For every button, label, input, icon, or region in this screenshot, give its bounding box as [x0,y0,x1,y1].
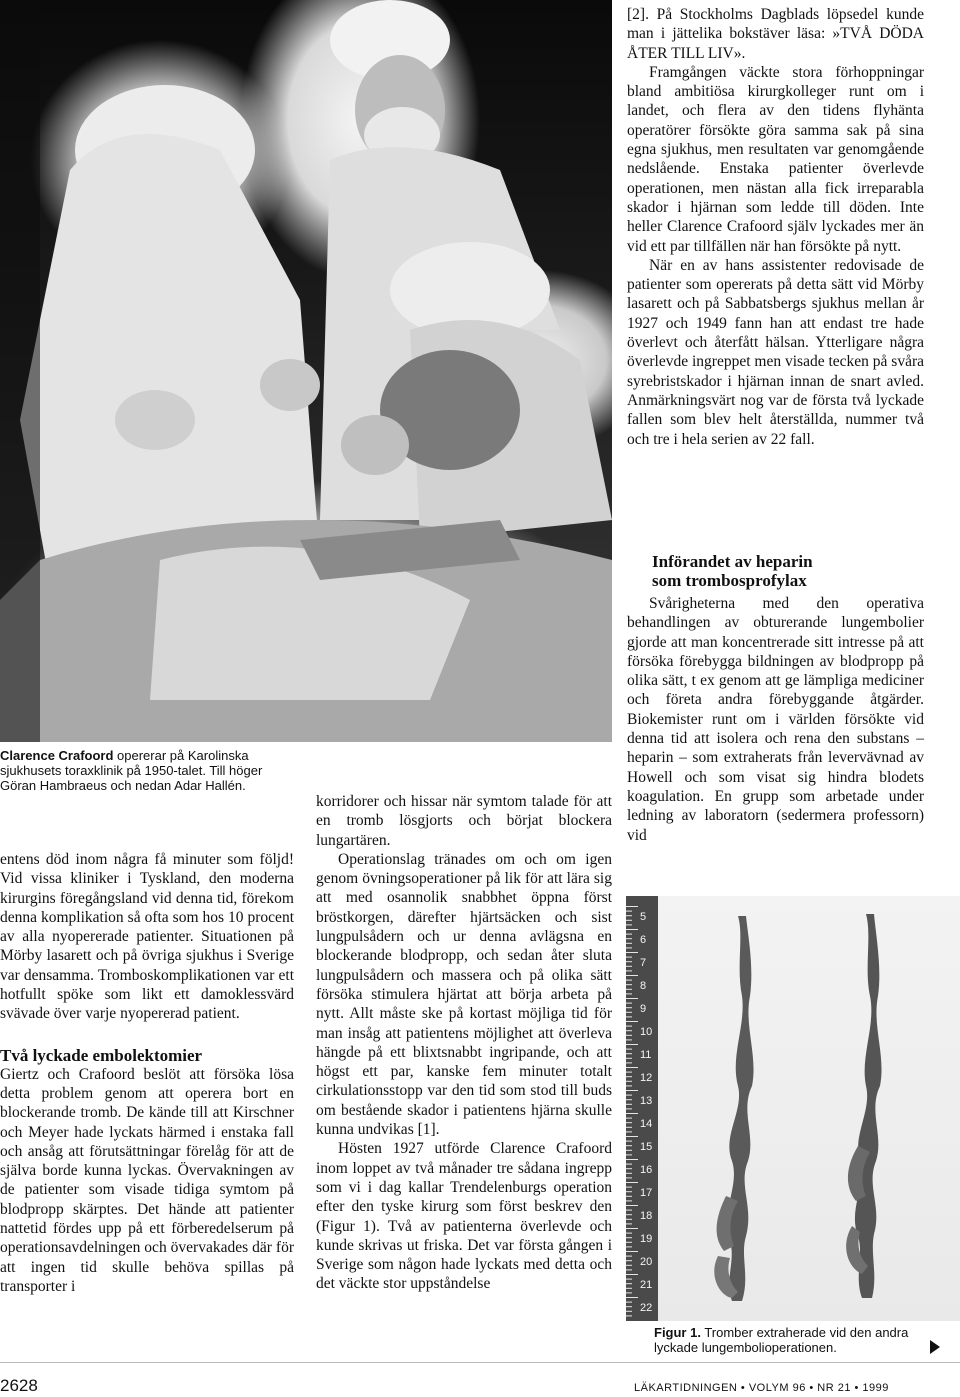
photo-caption-name: Clarence Crafoord [0,748,114,763]
ruler-tick [626,1049,632,1050]
ruler-tick [626,1030,632,1031]
ruler-tick [626,1292,632,1293]
ruler-label: 13 [640,1095,653,1107]
column-1 [0,850,294,1296]
ruler-tick [626,934,632,935]
ruler-label: 16 [640,1164,653,1176]
figure-1-label: Figur 1. [654,1325,701,1340]
ruler-tick [626,970,632,971]
ruler-tick [626,1062,632,1063]
journal-footer: LÄKARTIDNINGEN • VOLYM 96 • NR 21 • 1999 [634,1382,889,1394]
ruler-tick [626,1141,632,1142]
ruler-label: 14 [640,1118,653,1130]
ruler-tick [626,1214,632,1215]
ruler-label: 11 [640,1049,652,1061]
ruler-label: 8 [640,980,647,992]
ruler-tick [626,1108,632,1109]
ruler-tick [626,984,632,985]
ruler-tick [626,938,632,939]
ruler-tick [626,1279,632,1280]
ruler-tick [626,1058,632,1059]
photo-caption [0,748,290,793]
ruler-tick [626,1104,632,1105]
ruler-tick [626,1067,638,1068]
ruler-tick [626,1283,632,1284]
ruler-tick [626,1118,632,1119]
ruler-tick [626,1007,632,1008]
ruler-label: 9 [640,1003,647,1015]
footer-rule [0,1362,960,1363]
surgery-photo-illustration [0,0,612,742]
ruler-tick [626,1081,632,1082]
col2-paragraph-1: korridorer och hissar när symtom talade för att en tromb lösgjorts och börjat blockera lungartären. [316,793,612,849]
photo-caption-text: opererar på Karolinska sjukhusets toraxklinik på 1950-talet. Till höger Göran Hambraeus och nedan Adar Hallén. [0,748,263,793]
ruler-tick [626,1210,632,1211]
ruler-tick [626,1311,632,1312]
ruler-tick [626,1200,632,1201]
heparin-heading-line-2: som trombosprofylax [652,571,807,590]
ruler-tick [626,1164,632,1165]
ruler-tick [626,1072,632,1073]
continue-arrow-icon [930,1340,940,1354]
col2-paragraph-3: Hösten 1927 utförde Clarence Crafoord inom loppet av två månader tre sådana ingrepp som vi i dag kallar Trendelenburgs operation efter den tyske kirurg som först beskrev den (Figur 1). Två av patienterna överlevde och kunde skrivas ut friska. Det var första gången i Sverige som någon hade lyckats med detta och det väckte stor uppståndelse [316,1140,612,1293]
ruler-label: 5 [640,911,647,923]
ruler-tick [626,1223,632,1224]
surgery-photograph [0,0,612,742]
ruler-tick [626,1026,632,1027]
ruler-tick [626,1228,638,1229]
ruler-tick [626,980,632,981]
figure-1-photograph [626,896,960,1321]
ruler-tick [626,1246,632,1247]
ruler-tick [626,993,632,994]
ruler-tick [626,1021,638,1022]
ruler-tick [626,906,638,907]
ruler-tick [626,1085,632,1086]
col3-paragraph-2: Framgången väckte stora förhoppningar bland ambitiösa kirurgkolleger runt om i landet, och flera av den tidens flyhänta operatörer försökte göra samma sak på sina egna sjukhus, men resultaten var genomgående nedslående. Enstaka patienter överlevde operationen, men nästan alla fick irreparabla skador i hjärnan som ledde till döden. Inte heller Clarence Crafoord själv lyckades mer än vid ett par tillfällen när han försökte på nytt. [627,63,924,255]
ruler-tick [626,1256,632,1257]
column-2 [316,792,612,1294]
ruler-tick [626,1205,638,1206]
ruler-tick [626,952,638,953]
ruler-label: 19 [640,1233,653,1245]
ruler-tick [626,1127,632,1128]
section-heading-embolektomier: Två lyckade embolektomier [0,1045,203,1065]
ruler-tick [626,1265,632,1266]
ruler-tick [626,1044,638,1045]
ruler-tick [626,1090,638,1091]
ruler-tick [626,1113,638,1114]
ruler-tick [626,998,638,999]
ruler-label: 21 [640,1279,653,1291]
col3-paragraph-4: Svårigheterna med den operativa behandlingen av obturerande lungembolier gjorde att man koncentrerade sitt intresse på att försöka förebygga bildningen av blodpropp på olika sätt, t ex genom att ge lämpliga mediciner och företa andra förebyggande åtgärder. Biokemister runt om i världen försökte vid denna tid att isolera och rena den substans – heparin – som extraherats från levervävnad av Howell och som visat sig hindra blodets koagulation. En grupp som arbetade under ledning av laboratorn (sedermera professorn) vid [627,595,924,844]
ruler-tick [626,1177,632,1178]
ruler-tick [626,1315,632,1316]
ruler-tick [626,1131,632,1132]
ruler-tick [626,1302,632,1303]
ruler-tick [626,1251,638,1252]
ruler-tick [626,1122,632,1123]
ruler-tick [626,911,632,912]
ruler-tick [626,975,638,976]
col2-paragraph-2: Operationslag tränades om och om igen genom övningsoperationer på lik för att lära sig att med osannolik snabbhet öppna först bröstkorgen, därefter hjärtsäcken och sist lungpulsådern och ur denna avlägsna en blockerande blodpropp, och sedan åter sluta lungpulsådern och massera och på olika sätt försöka stimulera hjärtat att börja arbeta på nytt. Allt måste ske på kortast möjliga tid för man insåg att patientens möjlighet att överleva hängde på ett blixtsnabbt ingripande, och att högst ett par, kanske fem minuter totalt cirkulationsstopp var den tid som stod till buds om bestående skador i patientens hjärna skulle kunna undvikas [1]. [316,850,612,1139]
ruler-label: 17 [640,1187,653,1199]
ruler-tick [626,961,632,962]
ruler-tick [626,1242,632,1243]
ruler-tick [626,920,632,921]
figure-1-text: Tromber extraherade vid den andra lyckade lungembolioperationen. [654,1325,909,1355]
ruler-label: 6 [640,934,647,946]
ruler-label: 18 [640,1210,653,1222]
ruler-tick [626,1099,632,1100]
col3-paragraph-1: [2]. På Stockholms Dagblads löpsedel kunde man i jättelika bokstäver läsa: »TVÅ DÖDA ÅTER TILL LIV». [627,6,924,62]
figure-1-caption [654,1325,924,1355]
ruler-tick [626,1168,632,1169]
ruler-tick [626,1219,632,1220]
col1-paragraph-1: entens död inom några få minuter som följd! Vid vissa kliniker i Tyskland, den moderna kirurgins föregångsland vid denna tid, förekom denna komplikation så ofta som hos 10 procent av alla nyopererade patienter. Situationen på Mörby lasarett och på övriga sjukhus i Sverige var densamma. Tromboskomplikationen var ett hotfullt spöke som likt ett damoklessvärd svävade över varje nyopererad patient. [0,851,294,1023]
ruler-label: 12 [640,1072,653,1084]
ruler-tick [626,1173,632,1174]
ruler-tick [626,915,632,916]
ruler-label: 22 [640,1302,653,1314]
ruler-tick [626,1297,638,1298]
ruler-tick [626,1288,632,1289]
ruler-tick [626,989,632,990]
ruler-tick [626,1260,632,1261]
ruler-tick [626,1039,632,1040]
ruler-tick [626,947,632,948]
ruler-tick [626,1053,632,1054]
ruler-tick [626,1187,632,1188]
ruler-tick [626,1150,632,1151]
section-heading-heparin [652,552,922,590]
ruler-label: 7 [640,957,647,969]
ruler-tick [626,1154,632,1155]
ruler-label: 15 [640,1141,653,1153]
ruler-tick [626,966,632,967]
ruler-tick [626,1076,632,1077]
thrombus-illustration [626,896,960,1321]
ruler-tick [626,1145,632,1146]
ruler-tick [626,1196,632,1197]
ruler-tick [626,1274,638,1275]
page-number: 2628 [0,1376,38,1395]
heparin-heading-line-1: Införandet av heparin [652,552,813,571]
col1-paragraph-2: Giertz och Crafoord beslöt att försöka lösa detta problem genom att operera bort en blockerande tromb. De kände till att Kirschner och Meyer hade lyckats härmed i enstaka fall och ansåg att förutsättningar förelåg för att de själva borde kunna lyckas. Övervakningen av de patienter som visade tidiga symtom på blodpropp skärptes. Det hände att patienter nattetid fördes upp på ett förberedelserum på operationsavdelningen och övervakades där för att ingen tid skulle behöva spillas på transporter i [0,1065,294,1295]
ruler-tick [626,1003,632,1004]
ruler-label: 20 [640,1256,653,1268]
ruler-tick [626,943,632,944]
ruler-tick [626,1016,632,1017]
ruler-tick [626,929,638,930]
ruler-tick [626,1035,632,1036]
column-3 [627,5,924,449]
ruler-tick [626,924,632,925]
ruler-tick [626,1233,632,1234]
ruler-tick [626,957,632,958]
ruler-tick [626,1136,638,1137]
ruler-tick [626,1182,638,1183]
column-3-continued [627,594,924,845]
ruler-tick [626,1191,632,1192]
ruler-tick [626,1159,638,1160]
col3-paragraph-3: När en av hans assistenter redovisade de patienter som opererats på detta sätt vid Mörby lasarett och på Sabbatsbergs sjukhus mellan år 1927 och 1949 fann han att endast tre hade överlevt och återfått hälsan. Ytterligare några överlevde ingreppet men visade tecken på svåra syrebristskador i hjärnan innan de snart avled. Anmärkningsvärt nog var de första två lyckade fallen som blev helt återställda, nummer två och tre i hela serien av 22 fall. [627,256,924,448]
ruler-tick [626,1269,632,1270]
ruler-tick [626,1012,632,1013]
ruler-tick [626,1237,632,1238]
ruler-tick [626,1306,632,1307]
ruler-label: 10 [640,1026,653,1038]
ruler-tick [626,1095,632,1096]
